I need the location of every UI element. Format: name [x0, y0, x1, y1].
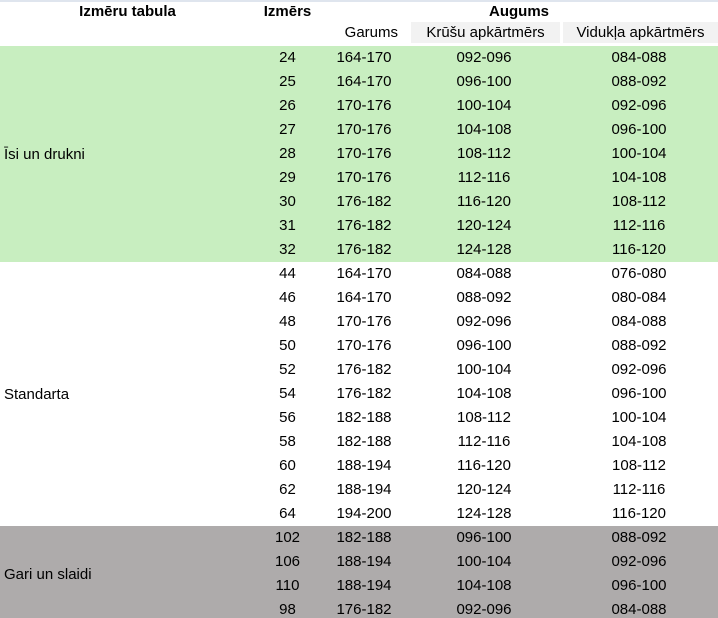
- krusu-cell: 112-116: [457, 433, 511, 450]
- size-cell: 44: [279, 265, 296, 282]
- subheader-spacer: [255, 22, 320, 46]
- col-header-krusu-apkartmers: Krūšu apkārtmērs: [408, 22, 560, 46]
- garums-cell: 176-182: [336, 385, 392, 402]
- vidukla-cell: 096-100: [611, 121, 667, 138]
- size-cell: 28: [279, 145, 296, 162]
- size-cell: 102: [274, 529, 301, 546]
- table-row: [255, 550, 718, 574]
- garums-cell: 188-194: [336, 577, 392, 594]
- size-cell: 31: [279, 217, 296, 234]
- size-cell: 106: [274, 553, 301, 570]
- col-header-augums: Augums: [489, 3, 549, 20]
- section-gari-un-slaidi: [0, 526, 718, 618]
- garums-cell: 164-170: [336, 289, 392, 306]
- vidukla-cell: 080-084: [611, 289, 667, 306]
- krusu-cell: 104-108: [456, 577, 512, 594]
- krusu-cell: 104-108: [456, 385, 512, 402]
- krusu-cell: 096-100: [456, 337, 512, 354]
- table-row: [255, 478, 718, 502]
- garums-cell: 176-182: [336, 601, 392, 618]
- vidukla-cell: 084-088: [611, 313, 667, 330]
- vidukla-cell: 096-100: [611, 577, 667, 594]
- krusu-cell: 112-116: [457, 169, 511, 186]
- section-label: Standarta: [4, 385, 70, 403]
- col-header-vidukla-apkartmers: Vidukļa apkārtmērs: [560, 22, 718, 46]
- garums-cell: 170-176: [336, 97, 392, 114]
- krusu-cell: 120-124: [456, 217, 512, 234]
- krusu-cell: 104-108: [456, 121, 512, 138]
- garums-cell: 176-182: [336, 241, 392, 258]
- col-header-izmers: Izmērs: [263, 3, 312, 20]
- garums-cell: 170-176: [336, 337, 392, 354]
- garums-cell: 182-188: [336, 529, 392, 546]
- table-row: [255, 406, 718, 430]
- table-row: [255, 166, 718, 190]
- table-subheader-row: [0, 22, 718, 46]
- krusu-cell: 096-100: [456, 73, 512, 90]
- garums-cell: 176-182: [336, 361, 392, 378]
- vidukla-cell: 092-096: [611, 361, 667, 378]
- table-row: [255, 598, 718, 618]
- garums-cell: 188-194: [336, 457, 392, 474]
- size-cell: 98: [279, 601, 296, 618]
- vidukla-cell: 092-096: [611, 97, 667, 114]
- krusu-cell: 108-112: [457, 409, 511, 426]
- size-cell: 27: [279, 121, 296, 138]
- garums-cell: 182-188: [336, 409, 392, 426]
- table-row: [255, 334, 718, 358]
- size-cell: 24: [279, 49, 296, 66]
- size-cell: 56: [279, 409, 296, 426]
- size-cell: 48: [279, 313, 296, 330]
- vidukla-cell: 088-092: [611, 529, 667, 546]
- vidukla-cell: 092-096: [611, 553, 667, 570]
- table-row: [255, 358, 718, 382]
- table-row: [255, 118, 718, 142]
- vidukla-cell: 108-112: [612, 457, 666, 474]
- garums-cell: 188-194: [336, 481, 392, 498]
- size-cell: 32: [279, 241, 296, 258]
- size-cell: 50: [279, 337, 296, 354]
- vidukla-cell: 088-092: [611, 337, 667, 354]
- table-title: Izmēru tabula: [79, 3, 176, 20]
- vidukla-cell: 112-116: [612, 481, 666, 498]
- size-cell: 54: [279, 385, 296, 402]
- krusu-cell: 084-088: [456, 265, 512, 282]
- krusu-cell: 100-104: [456, 553, 512, 570]
- krusu-cell: 116-120: [457, 457, 511, 474]
- size-cell: 60: [279, 457, 296, 474]
- col-header-garums: Garums: [320, 22, 408, 46]
- vidukla-cell: 100-104: [611, 145, 667, 162]
- garums-cell: 194-200: [336, 505, 392, 522]
- section-rows: [255, 262, 718, 526]
- size-cell: 25: [279, 73, 296, 90]
- krusu-cell: 100-104: [456, 361, 512, 378]
- section-label: Gari un slaidi: [4, 565, 92, 583]
- table-row: [255, 454, 718, 478]
- krusu-cell: 088-092: [456, 289, 512, 306]
- size-cell: 30: [279, 193, 296, 210]
- table-row: [255, 382, 718, 406]
- garums-cell: 188-194: [336, 553, 392, 570]
- vidukla-cell: 116-120: [612, 241, 666, 258]
- vidukla-cell: 104-108: [611, 169, 667, 186]
- section-isi-un-drukni: [0, 46, 718, 262]
- size-cell: 110: [275, 577, 300, 594]
- table-body: [0, 46, 718, 618]
- table-row: [255, 142, 718, 166]
- size-cell: 52: [279, 361, 296, 378]
- vidukla-cell: 076-080: [611, 265, 667, 282]
- garums-cell: 170-176: [336, 169, 392, 186]
- section-standarta: [0, 262, 718, 526]
- garums-cell: 164-170: [336, 49, 392, 66]
- garums-cell: 164-170: [336, 265, 392, 282]
- size-cell: 29: [279, 169, 296, 186]
- table-row: [255, 574, 718, 598]
- table-row: [255, 70, 718, 94]
- krusu-cell: 096-100: [456, 529, 512, 546]
- vidukla-cell: 084-088: [611, 49, 667, 66]
- krusu-cell: 124-128: [456, 241, 512, 258]
- garums-cell: 176-182: [336, 217, 392, 234]
- size-cell: 26: [279, 97, 296, 114]
- garums-cell: 170-176: [336, 121, 392, 138]
- table-row: [255, 526, 718, 550]
- krusu-cell: 124-128: [456, 505, 512, 522]
- garums-cell: 176-182: [336, 193, 392, 210]
- section-label: Īsi un drukni: [4, 145, 85, 163]
- size-cell: 62: [279, 481, 296, 498]
- table-row: [255, 190, 718, 214]
- krusu-cell: 092-096: [456, 601, 512, 618]
- size-cell: 58: [279, 433, 296, 450]
- krusu-cell: 120-124: [456, 481, 512, 498]
- table-row: [255, 502, 718, 526]
- subheader-spacer: [0, 22, 255, 46]
- garums-cell: 164-170: [336, 73, 392, 90]
- vidukla-cell: 088-092: [611, 73, 667, 90]
- table-row: [255, 238, 718, 262]
- table-header-row: [0, 2, 718, 22]
- size-cell: 46: [279, 289, 296, 306]
- vidukla-cell: 100-104: [611, 409, 667, 426]
- krusu-cell: 092-096: [456, 49, 512, 66]
- table-row: [255, 214, 718, 238]
- table-row: [255, 310, 718, 334]
- table-row: [255, 430, 718, 454]
- table-row: [255, 262, 718, 286]
- vidukla-cell: 096-100: [611, 385, 667, 402]
- section-rows: [255, 46, 718, 262]
- vidukla-cell: 108-112: [612, 193, 666, 210]
- garums-cell: 170-176: [336, 145, 392, 162]
- garums-cell: 182-188: [336, 433, 392, 450]
- krusu-cell: 100-104: [456, 97, 512, 114]
- vidukla-cell: 116-120: [612, 505, 666, 522]
- size-cell: 64: [279, 505, 296, 522]
- section-rows: [255, 526, 718, 618]
- krusu-cell: 116-120: [457, 193, 511, 210]
- table-row: [255, 286, 718, 310]
- table-row: [255, 94, 718, 118]
- garums-cell: 170-176: [336, 313, 392, 330]
- table-row: [255, 46, 718, 70]
- vidukla-cell: 112-116: [612, 217, 666, 234]
- krusu-cell: 092-096: [456, 313, 512, 330]
- vidukla-cell: 104-108: [611, 433, 667, 450]
- vidukla-cell: 084-088: [611, 601, 667, 618]
- krusu-cell: 108-112: [457, 145, 511, 162]
